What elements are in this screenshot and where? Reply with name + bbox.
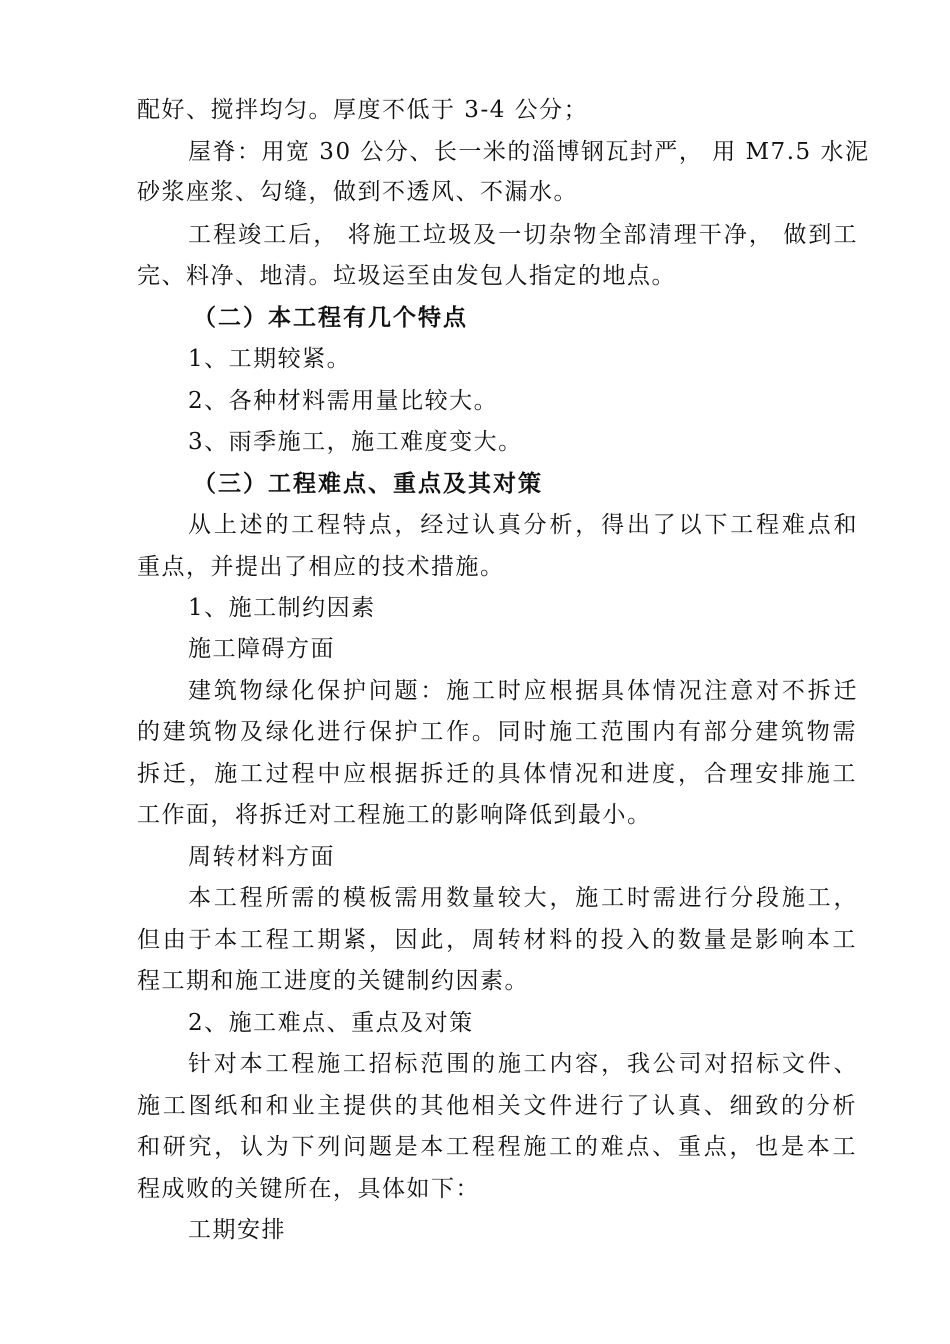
section-heading: （二）本工程有几个特点: [193, 305, 468, 331]
subsection-title: 2、施工难点、重点及对策: [188, 1010, 474, 1036]
paragraph-line: 建筑物绿化保护问题：施工时应根据具体情况注意对不拆迁: [188, 678, 858, 704]
paragraph-line: 完、料净、地清。垃圾运至由发包人指定的地点。: [137, 263, 676, 289]
section-heading: （三）工程难点、重点及其对策: [193, 471, 543, 497]
paragraph-line: 重点，并提出了相应的技术措施。: [137, 554, 505, 580]
paragraph-line: 配好、搅拌均匀。厚度不低于 3-4 公分；: [137, 97, 589, 123]
paragraph-line: 程工期和施工进度的关键制约因素。: [137, 968, 529, 994]
subsection-title: 施工障碍方面: [188, 636, 335, 662]
paragraph-line: 砂浆座浆、勾缝，做到不透风、不漏水。: [137, 179, 578, 205]
subsection-title: 周转材料方面: [188, 844, 335, 870]
subsection-title: 工期安排: [188, 1217, 286, 1243]
subsection-title: 1、施工制约因素: [188, 595, 376, 621]
paragraph-line: 针对本工程施工招标范围的施工内容，我公司对招标文件、: [188, 1051, 858, 1077]
paragraph-line: 施工图纸和和业主提供的其他相关文件进行了认真、细致的分析: [137, 1093, 857, 1119]
paragraph-line: 但由于本工程工期紧，因此，周转材料的投入的数量是影响本工: [137, 927, 857, 953]
paragraph-line: 和研究，认为下列问题是本工程程施工的难点、重点，也是本工: [137, 1134, 857, 1160]
paragraph-line: 的建筑物及绿化进行保护工作。同时施工范围内有部分建筑物需: [137, 719, 857, 745]
list-item: 3、雨季施工，施工难度变大。: [188, 429, 523, 455]
paragraph-line: 拆迁，施工过程中应根据拆迁的具体情况和进度，合理安排施工: [137, 761, 857, 787]
list-item: 2、各种材料需用量比较大。: [188, 388, 499, 414]
paragraph-line: 工作面，将拆迁对工程施工的影响降低到最小。: [137, 802, 652, 828]
paragraph-line: 程成败的关键所在，具体如下：: [137, 1176, 480, 1202]
paragraph-line: 本工程所需的模板需用数量较大，施工时需进行分段施工，: [188, 885, 858, 911]
paragraph-line: 从上述的工程特点，经过认真分析，得出了以下工程难点和: [188, 512, 858, 538]
paragraph-line: 屋脊：用宽 30 公分、长一米的淄博钢瓦封严， 用 M7.5 水泥: [188, 139, 870, 165]
list-item: 1、工期较紧。: [188, 346, 352, 372]
paragraph-line: 工程竣工后， 将施工垃圾及一切杂物全部清理干净， 做到工: [188, 222, 858, 248]
